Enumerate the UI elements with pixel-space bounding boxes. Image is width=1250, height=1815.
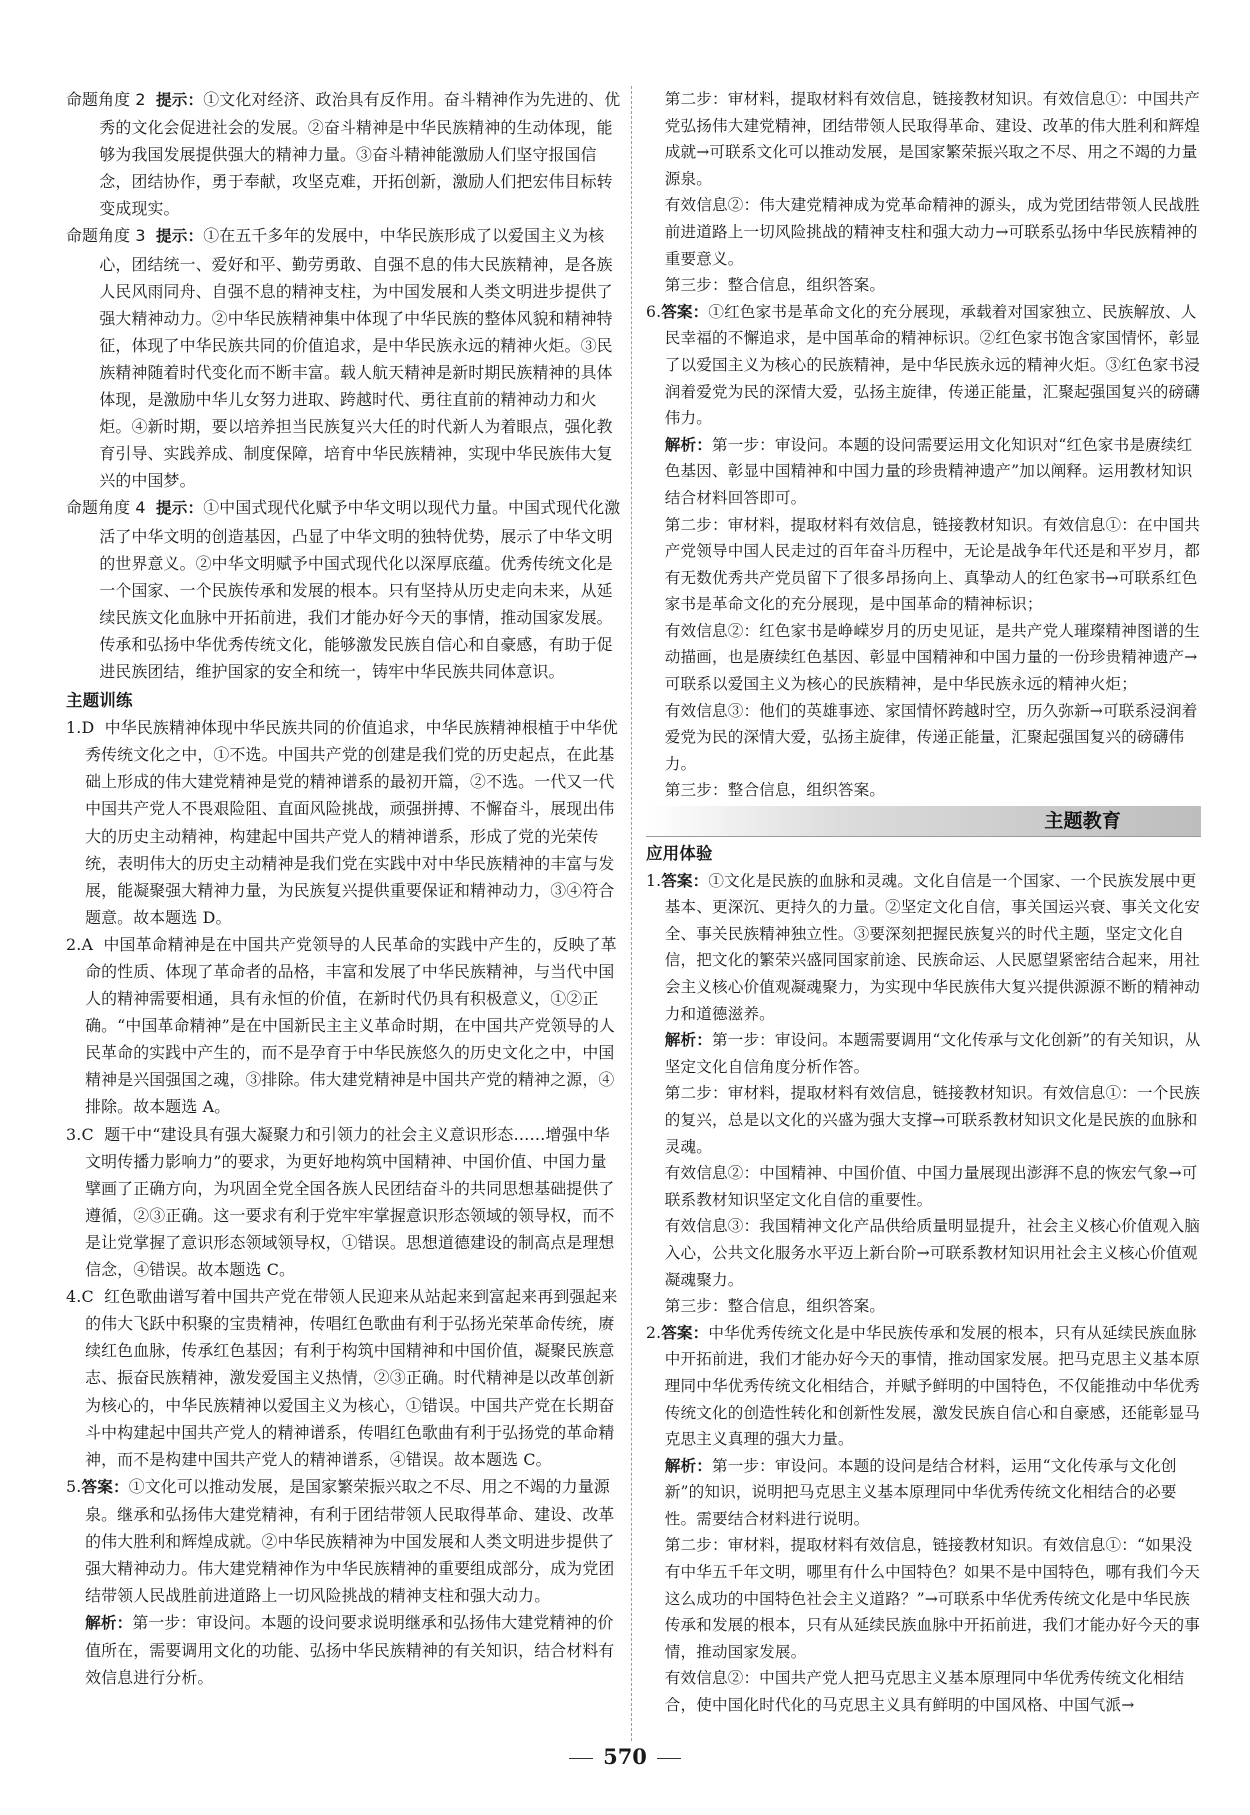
answer-item-1 — [66, 714, 621, 931]
proposition-angle-3 — [66, 222, 621, 494]
angle-text: ①在五千多年的发展中，中华民族形成了以爱国主义为核心，团结统一、爱好和平、勤劳勇敢、自强不息的伟大民族精神，是各族人民风雨同舟、自强不息的精神支柱，为中国发展和人类文明进步提供了强大精神动力。②中华民族精神集中体现了中华民族的整体风貌和精神特征，体现了中华民族共同的价值追求，是中华民族永远的精神火炬。③民族精神随着时代变化而不断丰富。载人航天精神是新时期民族精神的具体体现，是激励中华儿女努力进取、跨越时代、勇往直前的精神动力和火炬。④新时期，要以培养担当民族复兴大任的时代新人为着眼点，强化教育引导、实践养成、制度保障，培育中华民族精神，实现中华民族伟大复兴的中国梦。 — [99, 226, 613, 491]
angle-text: ①中国式现代化赋予中华文明以现代力量。中国式现代化激活了中华文明的创造基因，凸显了中华文明的独特优势，展示了中华文明的世界意义。②中华文明赋予中国式现代化以深厚底蕴。优秀传统文化是一个国家、一个民族传承和发展的根本。只有坚持从历史走向未来，从延续民族文化血脉中开拓前进，我们才能办好今天的事情，推动国家发展。传承和弘扬中华优秀传统文化，能够激发民族自信心和自豪感，有助于促进民族团结，维护国家的安全和统一，铸牢中华民族共同体意识。 — [99, 498, 621, 681]
analysis-step: 第三步：整合信息，组织答案。 — [664, 781, 886, 800]
analysis-text: 第一步：审设问。本题的设问是结合材料，运用“文化传承与文化创新”的知识，说明把马克思主义基本原理同中华优秀传统文化相结合的必要性。需要结合材料进行说明。 — [664, 1456, 1177, 1528]
answer-item-2 — [646, 1320, 1201, 1453]
analysis-item-2 — [646, 1453, 1201, 1533]
angle-label: 命题角度 2 — [66, 90, 146, 109]
column-divider — [631, 86, 632, 1741]
analysis-step: 有效信息③：他们的英雄事迹、家国情怀跨越时空，历久弥新→可联系浸润着爱党为民的深情大爱，弘扬主旋律，传递正能量，汇聚起强国复兴的磅礴伟力。 — [664, 701, 1198, 773]
analysis-label: 解析： — [664, 1031, 712, 1050]
section-banner — [646, 806, 1201, 837]
answer-item-3 — [66, 1121, 621, 1284]
item-number: 5. — [66, 1476, 82, 1496]
hint-label: 提示： — [156, 499, 204, 518]
page-number — [0, 1744, 1250, 1769]
banner-title: 主题教育 — [1044, 810, 1121, 833]
answer-label: 答案： — [661, 1323, 709, 1342]
answer-item-1 — [646, 868, 1201, 1028]
analysis-text: 第一步：审设问。本题的设问要求说明继承和弘扬伟大建党精神的价值所在，需要调用文化的功能、弘扬中华民族精神的有关知识，结合材料有效信息进行分析。 — [85, 1613, 615, 1688]
analysis-step: 第三步：整合信息，组织答案。 — [664, 276, 886, 295]
answer-text: ①文化可以推动发展，是国家繁荣振兴取之不尽、用之不竭的力量源泉。继承和弘扬伟大建党精神，有利于团结带领人民取得革命、建设、改革的伟大胜利和辉煌成就。②中华民族精神为中国发展和人类文明进步提供了强大精神动力。伟大建党精神作为中华民族精神的重要组成部分，成为党团结带领人民战胜前进道路上一切风险挑战的精神支柱和强大动力。 — [85, 1476, 615, 1606]
item-number: 6. — [646, 302, 662, 321]
item-text: 红色歌曲谱写着中国共产党在带领人民迎来从站起来到富起来再到强起来的伟大飞跃中积聚的宝贵精神，传唱红色歌曲有利于弘扬光荣革命传统，赓续红色血脉，传承红色基因；有利于构筑中国精神和中国价值，凝聚民族意志、振奋民族精神，激发爱国主义热情，②③正确。时代精神是以改革创新为核心的，中华民族精神以爱国主义为核心，①错误。中国共产党在长期奋斗中构建起中国共产党人的精神谱系，传唱红色歌曲有利于弘扬党的革命精神，而不是构建中国共产党人的精神谱系，④错误。故本题选 C。 — [85, 1287, 618, 1469]
analysis-step: 第三步：整合信息，组织答案。 — [664, 1297, 886, 1316]
item-number: 4.C — [66, 1287, 94, 1307]
answer-label: 答案： — [661, 302, 709, 321]
analysis-step: 有效信息②：红色家书是峥嵘岁月的历史见证，是共产党人璀璨精神图谱的生动描画，也是赓续红色基因、彰显中国精神和中国力量的一份珍贵精神遗产→可联系以爱国主义为核心的民族精神，是中华民族永远的精神火炬； — [664, 621, 1201, 694]
analysis-item-6 — [646, 432, 1201, 512]
analysis-item-1 — [646, 1027, 1201, 1080]
answer-item-2 — [66, 931, 621, 1121]
item-number: 1. — [646, 871, 662, 890]
item-number: 3.C — [66, 1124, 94, 1144]
analysis-step: 有效信息②：伟大建党精神成为党革命精神的源头，成为党团结带领人民战胜前进道路上一切风险挑战的精神支柱和强大动力→可联系弘扬中华民族精神的重要意义。 — [664, 196, 1201, 268]
item-number: 2. — [646, 1323, 662, 1342]
analysis-label: 解析： — [85, 1614, 133, 1633]
analysis-text: 第一步：审设问。本题的设问需要运用文化知识对“红色家书是赓续红色基因、彰显中国精神和中国力量的珍贵精神遗产”加以阐释。运用教材知识结合材料回答即可。 — [664, 435, 1193, 507]
page-dash-left — [569, 1758, 593, 1759]
angle-label: 命题角度 3 — [66, 226, 146, 246]
analysis-item-5 — [66, 1609, 621, 1691]
angle-label: 命题角度 4 — [66, 498, 146, 518]
left-column — [66, 86, 621, 1692]
analysis-step: 第二步：审材料，提取材料有效信息，链接教材知识。有效信息①：“如果没有中华五千年文明，哪里有什么中国特色？如果不是中国特色，哪有我们今天这么成功的中国特色社会主义道路？”→可联系中华优秀传统文化是中华民族传承和发展的根本，只有从延续民族血脉中开拓前进，我们才能办好今天的事情，推动国家发展。 — [664, 1536, 1201, 1661]
answer-text: ①红色家书是革命文化的充分展现，承载着对国家独立、民族解放、人民幸福的不懈追求，是中国革命的精神标识。②红色家书饱含家国情怀，彰显了以爱国主义为核心的民族精神，是中华民族永远的精神火炬。③红色家书浸润着爱党为民的深情大爱，弘扬主旋律，传递正能量，汇聚起强国复兴的磅礴伟力。 — [664, 302, 1201, 428]
item-number: 1.D — [66, 718, 95, 738]
item-text: 中国革命精神是在中国共产党领导的人民革命的实践中产生的，反映了革命的性质、体现了革命者的品格，丰富和发展了中华民族精神，与当代中国人的精神需要相通，具有永恒的价值，在新时代仍具有积极意义，①②正确。“中国革命精神”是在中国新民主主义革命时期，在中国共产党领导的人民革命的实践中产生的，而不是孕育于中华民族悠久的历史文化之中，中国精神是兴国强国之魂，③排除。伟大建党精神是中国共产党的精神之源，④排除。故本题选 A。 — [85, 934, 617, 1117]
section-heading-application: 应用体验 — [646, 844, 713, 864]
page-number-text: 570 — [603, 1744, 647, 1769]
answer-item-6 — [646, 299, 1201, 432]
item-text: 题干中“建设具有强大凝聚力和引领力的社会主义意识形态……增强中华文明传播力影响力”的要求，为更好地构筑中国精神、中国价值、中国力量擘画了正确方向，为巩固全党全国各族人民团结奋斗的共同思想基础提供了遵循，②③正确。这一要求有利于党牢牢掌握意识形态领域的领导权，而不是让党掌握了意识形态领域领导权，①错误。思想道德建设的制高点是理想信念，④错误。故本题选 C。 — [85, 1124, 615, 1280]
item-number: 2.A — [66, 934, 94, 954]
analysis-step: 第二步：审材料，提取材料有效信息，链接教材知识。有效信息①：在中国共产党领导中国人民走过的百年奋斗历程中，无论是战争年代还是和平岁月，都有无数优秀共产党员留下了很多昂扬向上、真挚动人的红色家书→可联系红色家书是革命文化的充分展现，是中国革命的精神标识； — [664, 515, 1201, 614]
proposition-angle-2 — [66, 86, 621, 222]
analysis-label: 解析： — [664, 1456, 712, 1475]
answer-text: ①文化是民族的血脉和灵魂。文化自信是一个国家、一个民族发展中更基本、更深沉、更持久的力量。②坚定文化自信，事关国运兴衰、事关文化安全、事关民族精神独立性。③要深刻把握民族复兴的时代主题，坚定文化自信，把文化的繁荣兴盛同国家前途、民族命运、人民愿望紧密结合起来，用社会主义核心价值观凝魂聚力，为实现中华民族伟大复兴提供源源不断的精神动力和道德滋养。 — [664, 871, 1201, 1023]
proposition-angle-4 — [66, 494, 621, 685]
angle-text: ①文化对经济、政治具有反作用。奋斗精神作为先进的、优秀的文化会促进社会的发展。②奋斗精神是中华民族精神的生动体现，能够为我国发展提供强大的精神力量。③奋斗精神能激励人们坚守报国信念，团结协作，勇于奉献，攻坚克难，开拓创新，激励人们把宏伟目标转变成现实。 — [99, 90, 621, 219]
item-text: 中华民族精神体现中华民族共同的价值追求，中华民族精神根植于中华优秀传统文化之中，①不选。中国共产党的创建是我们党的历史起点，在此基础上形成的伟大建党精神是党的精神谱系的最初开篇，②不选。一代又一代中国共产党人不畏艰险阻、直面风险挑战，顽强拼搏、不懈奋斗，展现出伟大的历史主动精神，构建起中国共产党人的精神谱系，形成了党的光荣传统，表明伟大的历史主动精神是我们党在实践中对中华民族精神的丰富与发展，能凝聚强大精神力量，为民族复兴提供重要保证和精神动力，③④符合题意。故本题选 D。 — [85, 718, 619, 927]
answer-item-4 — [66, 1283, 621, 1473]
hint-label: 提示： — [156, 227, 204, 246]
analysis-step: 有效信息②：中国共产党人把马克思主义基本原理同中华优秀传统文化相结合，使中国化时代化的马克思主义具有鲜明的中国风格、中国气派→ — [664, 1669, 1185, 1715]
answer-text: 中华优秀传统文化是中华民族传承和发展的根本，只有从延续民族血脉中开拓前进，我们才能办好今天的事情，推动国家发展。把马克思主义基本原理同中华优秀传统文化相结合，并赋予鲜明的中国特色，不仅能推动中华优秀传统文化的创造性转化和创新性发展，激发民族自信心和自豪感，还能彰显马克思主义真理的强大力量。 — [664, 1323, 1201, 1449]
hint-label: 提示： — [156, 91, 204, 109]
analysis-label: 解析： — [664, 435, 712, 454]
analysis-text: 第一步：审设问。本题需要调用“文化传承与文化创新”的有关知识，从坚定文化自信角度分析作答。 — [664, 1031, 1201, 1076]
answer-item-5 — [66, 1473, 621, 1609]
answer-label: 答案： — [81, 1477, 129, 1496]
analysis-step: 有效信息③：我国精神文化产品供给质量明显提升，社会主义核心价值观入脑入心，公共文化服务水平迈上新台阶→可联系教材知识用社会主义核心价值观凝魂聚力。 — [664, 1217, 1201, 1289]
analysis-step: 第二步：审材料，提取材料有效信息，链接教材知识。有效信息①：一个民族的复兴，总是以文化的兴盛为强大支撑→可联系教材知识文化是民族的血脉和灵魂。 — [664, 1084, 1201, 1156]
analysis-step: 第二步：审材料，提取材料有效信息，链接教材知识。有效信息①：中国共产党弘扬伟大建党精神，团结带领人民取得革命、建设、改革的伟大胜利和辉煌成就→可联系文化可以推动发展，是国家繁荣振兴取之不尽、用之不竭的力量源泉。 — [664, 90, 1201, 188]
section-heading-training: 主题训练 — [66, 691, 133, 711]
page-dash-right — [657, 1758, 681, 1759]
right-column — [646, 86, 1201, 1719]
answer-label: 答案： — [661, 871, 709, 890]
analysis-step: 有效信息②：中国精神、中国价值、中国力量展现出澎湃不息的恢宏气象→可联系教材知识坚定文化自信的重要性。 — [664, 1164, 1198, 1209]
